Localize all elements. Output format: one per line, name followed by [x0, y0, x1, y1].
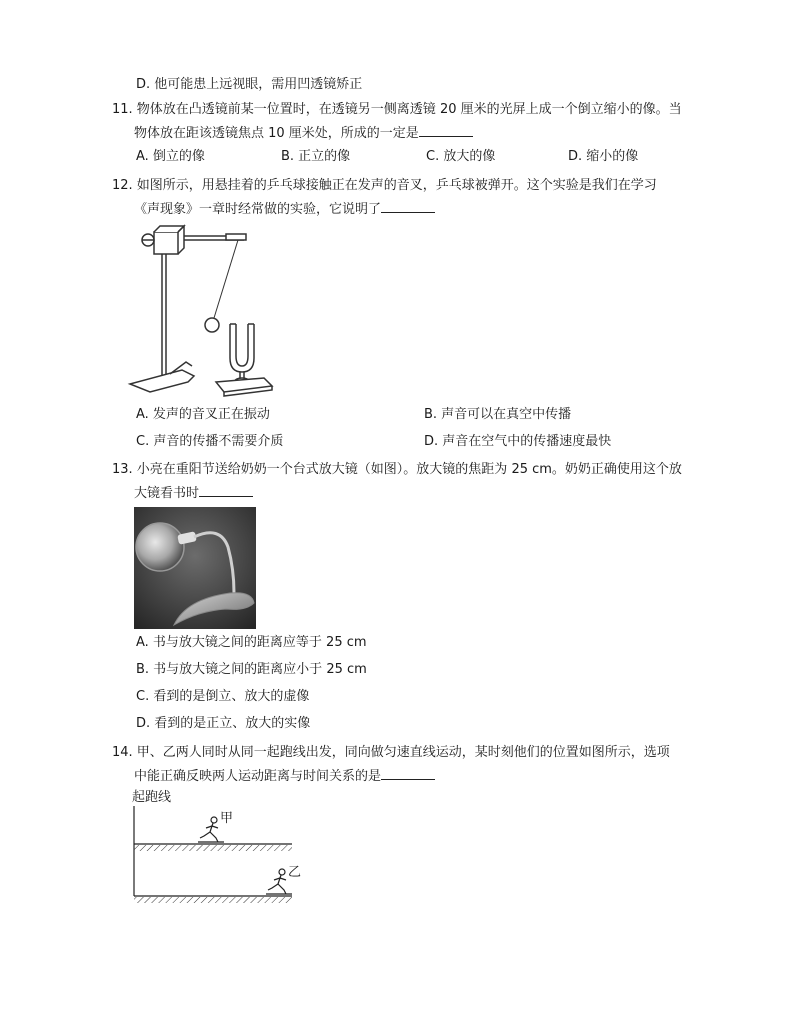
q11-option-a: A. 倒立的像 [136, 149, 205, 164]
start-line-label: 起跑线 [132, 790, 172, 805]
runner-a-label: 甲 [220, 811, 234, 826]
magnifier-photo [134, 507, 256, 629]
q12-answer-blank[interactable] [381, 200, 435, 213]
q13-option-d: D. 看到的是正立、放大的实像 [136, 716, 311, 731]
q11-option-d: D. 缩小的像 [568, 149, 639, 164]
q13-answer-blank[interactable] [199, 484, 253, 497]
runner-b-label: 乙 [288, 865, 302, 880]
runners-figure [128, 806, 298, 910]
q13-option-a: A. 书与放大镜之间的距离应等于 25 cm [136, 635, 367, 650]
q14-stem-line1: 14. 甲、乙两人同时从同一起跑线出发，同向做匀速直线运动，某时刻他们的位置如图所示，选项 [112, 745, 670, 760]
q11-answer-blank[interactable] [419, 124, 473, 137]
q13-stem-line2: 大镜看书时 [134, 484, 253, 503]
q11-option-b: B. 正立的像 [281, 149, 351, 164]
tuning-fork-figure [126, 222, 286, 398]
q11-stem-line1: 11. 物体放在凸透镜前某一位置时，在透镜另一侧离透镜 20 厘米的光屏上成一个倒立缩小的像。当 [112, 102, 682, 117]
q14-answer-blank[interactable] [381, 767, 435, 780]
q12-stem-line2: 《声现象》一章时经常做的实验，它说明了 [134, 200, 435, 219]
q12-option-a: A. 发声的音叉正在振动 [136, 407, 270, 422]
q10-option-d: D. 他可能患上远视眼，需用凹透镜矫正 [136, 77, 363, 92]
q11-stem-line2: 物体放在距该透镜焦点 10 厘米处，所成的一定是 [134, 124, 473, 143]
q13-option-c: C. 看到的是倒立、放大的虚像 [136, 689, 310, 704]
q12-option-b: B. 声音可以在真空中传播 [424, 407, 572, 422]
q13-option-b: B. 书与放大镜之间的距离应小于 25 cm [136, 662, 367, 677]
q11-option-c: C. 放大的像 [426, 149, 496, 164]
q12-option-c: C. 声音的传播不需要介质 [136, 434, 284, 449]
q13-stem-line1: 13. 小亮在重阳节送给奶奶一个台式放大镜（如图）。放大镜的焦距为 25 cm。奶奶正确使用这个放 [112, 462, 682, 477]
q14-stem-line2: 中能正确反映两人运动距离与时间关系的是 [134, 767, 435, 786]
q12-stem-line1: 12. 如图所示，用悬挂着的乒乓球接触正在发声的音叉，乒乓球被弹开。这个实验是我们在学习 [112, 178, 657, 193]
q12-option-d: D. 声音在空气中的传播速度最快 [424, 434, 612, 449]
